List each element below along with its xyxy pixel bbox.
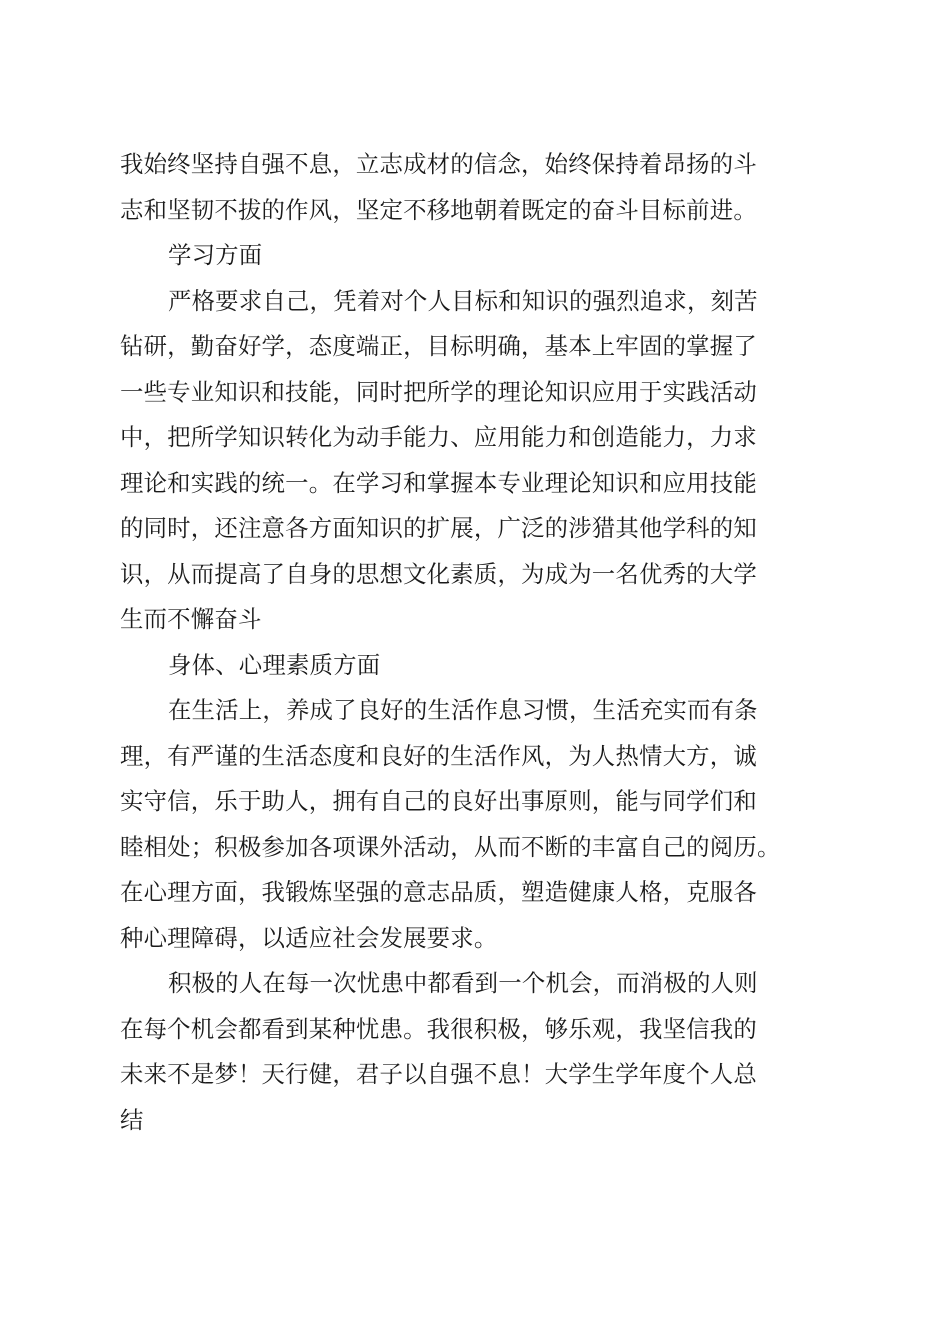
text-line: 一些专业知识和技能，同时把所学的理论知识应用于实践活动 xyxy=(120,377,757,406)
section-heading-study: 学习方面 xyxy=(168,241,263,269)
text-line: 未来不是梦！天行健，君子以自强不息！大学生学年度个人总 xyxy=(120,1060,757,1088)
text-line: 的同时，还注意各方面知识的扩展，广泛的涉猎其他学科的知 xyxy=(120,514,757,542)
text-line: 识，从而提高了自身的思想文化素质，为成为一名优秀的大学 xyxy=(120,559,757,588)
text-line: 在每个机会都看到某种忧患。我很积极，够乐观，我坚信我的 xyxy=(120,1014,757,1043)
text-line: 生而不懈奋斗 xyxy=(120,605,262,633)
text-line: 实守信，乐于助人，拥有自己的良好出事原则，能与同学们和 xyxy=(120,787,757,815)
text-line: 我始终坚持自强不息，立志成材的信念，始终保持着昂扬的斗 xyxy=(120,150,757,178)
text-line: 睦相处；积极参加各项课外活动，从而不断的丰富自己的阅历。 xyxy=(120,832,781,861)
section-heading-body-mind: 身体、心理素质方面 xyxy=(168,650,381,679)
text-line: 积极的人在每一次忧患中都看到一个机会，而消极的人则 xyxy=(168,969,758,997)
text-line: 在生活上，养成了良好的生活作息习惯，生活充实而有条 xyxy=(168,696,758,724)
text-line: 严格要求自己，凭着对个人目标和知识的强烈追求，刻苦 xyxy=(168,286,758,315)
document-body xyxy=(120,142,832,1143)
text-line: 中，把所学知识转化为动手能力、应用能力和创造能力，力求 xyxy=(120,423,757,451)
text-line: 结 xyxy=(120,1105,144,1134)
text-line: 种心理障碍，以适应社会发展要求。 xyxy=(120,923,498,952)
text-line: 理论和实践的统一。在学习和掌握本专业理论知识和应用技能 xyxy=(120,468,757,497)
text-line: 钻研，勤奋好学，态度端正，目标明确，基本上牢固的掌握了 xyxy=(120,332,757,360)
text-line: 志和坚韧不拔的作风，坚定不移地朝着既定的奋斗目标前进。 xyxy=(120,195,757,224)
text-line: 理，有严谨的生活态度和良好的生活作风，为人热情大方，诚 xyxy=(120,741,757,770)
text-line: 在心理方面，我锻炼坚强的意志品质，塑造健康人格，克服各 xyxy=(120,878,757,906)
